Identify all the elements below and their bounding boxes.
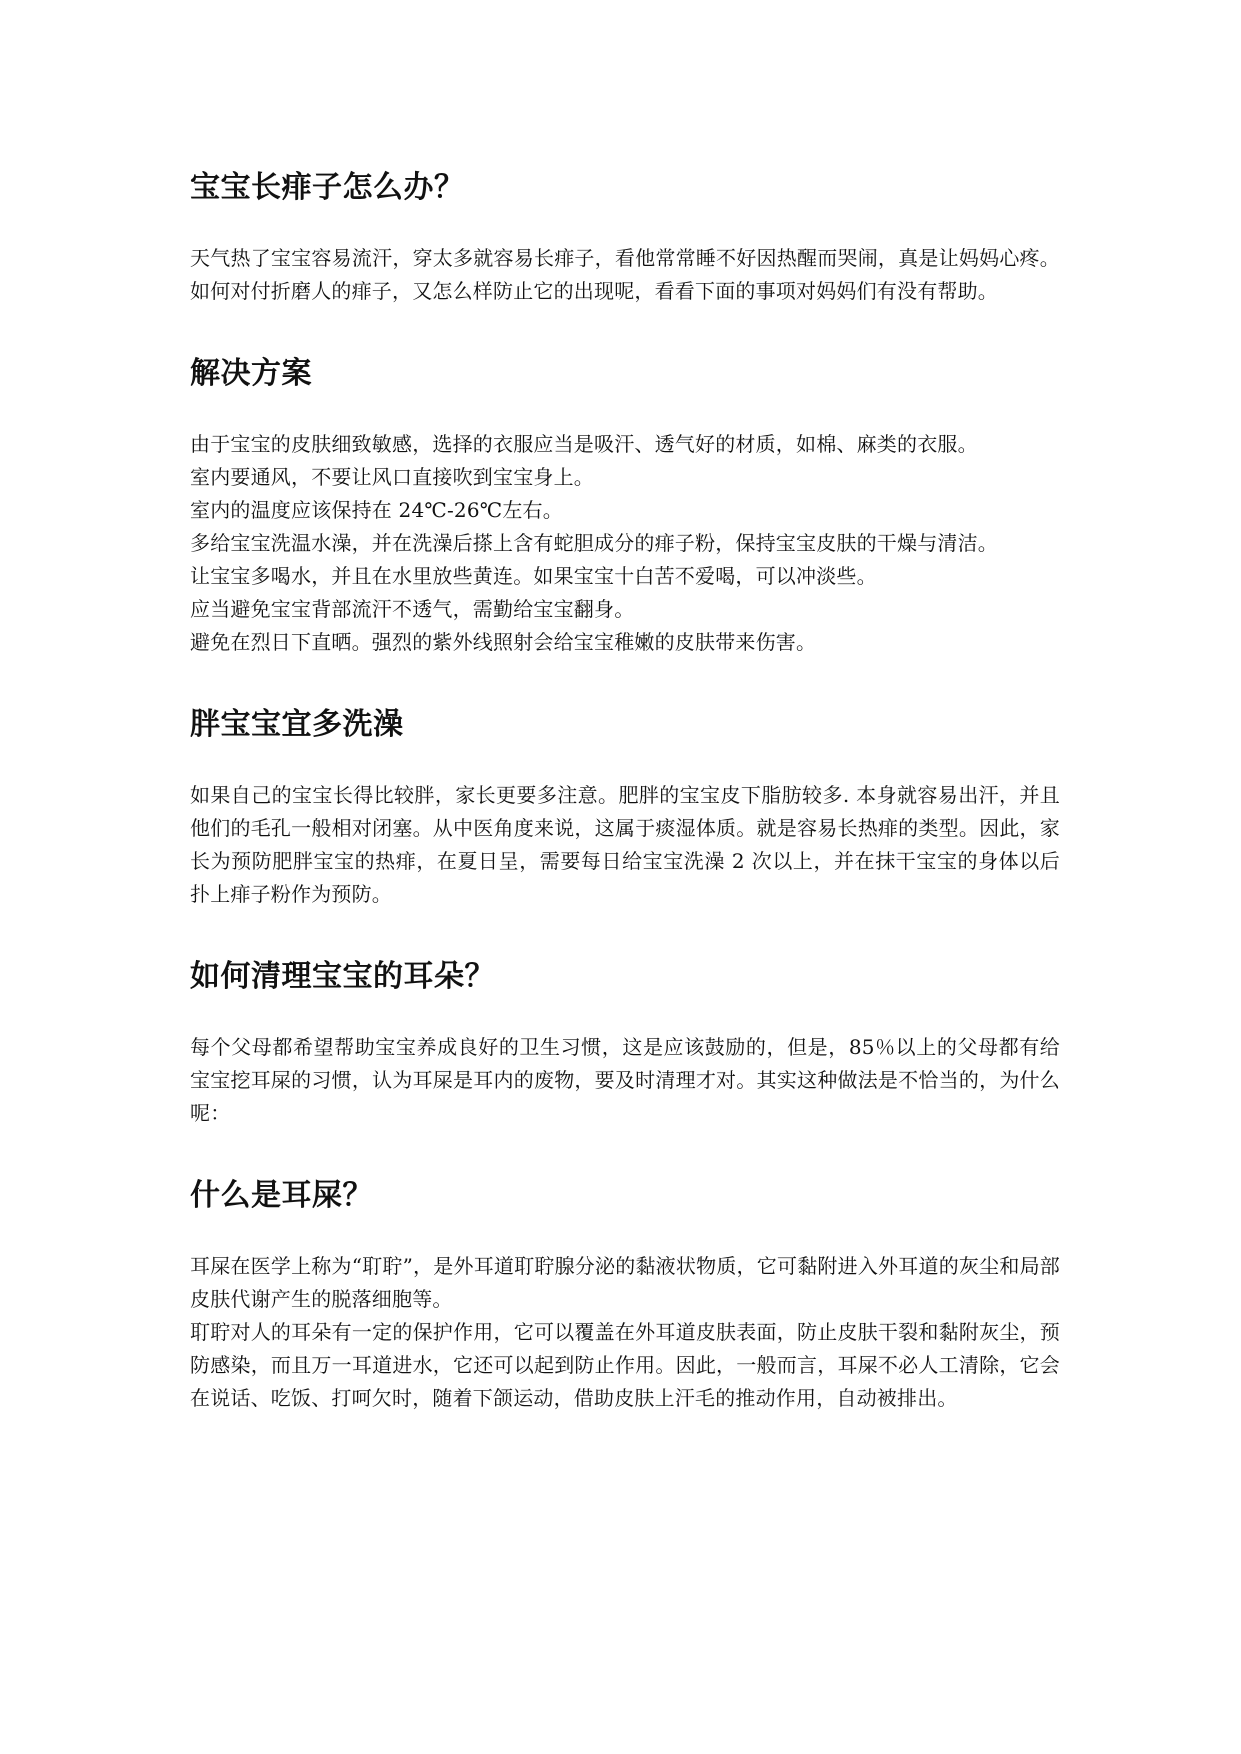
paragraph: 避免在烈日下直晒。强烈的紫外线照射会给宝宝稚嫩的皮肤带来伤害。 [190,630,817,654]
section-body [190,242,1060,308]
section-body [190,428,1060,659]
section-heading: 胖宝宝宜多洗澡 [190,707,404,742]
paragraph: 如果自己的宝宝长得比较胖，家长更要多注意。肥胖的宝宝皮下脂肪较多. 本身就容易出汗，并且他们的毛孔一般相对闭塞。从中医角度来说，这属于痰湿体质。就是容易长热痱的类型。因此，家长为预防肥胖宝宝的热痱，在夏日呈，需要每日给宝宝洗澡 2 次以上，并在抹干宝宝的身体以后扑上痱子粉作为预防。 [190,783,1060,906]
document-page [190,150,1060,1415]
section-heading: 宝宝长痱子怎么办？ [190,170,465,205]
section-heading: 解决方案 [190,356,312,391]
paragraph: 每个父母都希望帮助宝宝养成良好的卫生习惯，这是应该鼓励的，但是，85％以上的父母都有给宝宝挖耳屎的习惯，认为耳屎是耳内的废物，要及时清理才对。其实这种做法是不恰当的，为什么呢： [190,1035,1060,1125]
paragraph: 多给宝宝洗温水澡，并在洗澡后搽上含有蛇胆成分的痱子粉，保持宝宝皮肤的干燥与清洁。 [190,531,998,555]
section-body [190,779,1060,911]
section-body [190,1031,1060,1130]
section-heading: 什么是耳屎？ [190,1178,373,1213]
paragraph: 让宝宝多喝水，并且在水里放些黄连。如果宝宝十白苦不爱喝，可以冲淡些。 [190,564,877,588]
section-solutions [190,354,1060,659]
paragraph: 室内的温度应该保持在 24℃-26℃左右。 [190,498,563,522]
paragraph: 天气热了宝宝容易流汗，穿太多就容易长痱子，看他常常睡不好因热醒而哭闹，真是让妈妈心疼。如何对付折磨人的痱子，又怎么样防止它的出现呢，看看下面的事项对妈妈们有没有帮助。 [190,246,1060,303]
section-earwax [190,1176,1060,1415]
section-heading: 如何清理宝宝的耳朵？ [190,959,495,994]
paragraph: 耵聍对人的耳朵有一定的保护作用，它可以覆盖在外耳道皮肤表面，防止皮肤干裂和黏附灰尘，预防感染，而且万一耳道进水，它还可以起到防止作用。因此，一般而言，耳屎不必人工清除，它会在说话、吃饭、打呵欠时，随着下颌运动，借助皮肤上汗毛的推动作用，自动被排出。 [190,1320,1060,1410]
section-prickly-heat [190,168,1060,308]
section-chubby-baby-bathing [190,705,1060,911]
paragraph: 由于宝宝的皮肤细致敏感，选择的衣服应当是吸汗、透气好的材质，如棉、麻类的衣服。 [190,432,978,456]
paragraph: 应当避免宝宝背部流汗不透气，需勤给宝宝翻身。 [190,597,635,621]
paragraph: 室内要通风，不要让风口直接吹到宝宝身上。 [190,465,594,489]
section-ear-cleaning [190,957,1060,1130]
section-body [190,1250,1060,1415]
paragraph: 耳屎在医学上称为“耵聍”，是外耳道耵聍腺分泌的黏液状物质，它可黏附进入外耳道的灰尘和局部皮肤代谢产生的脱落细胞等。 [190,1254,1060,1311]
